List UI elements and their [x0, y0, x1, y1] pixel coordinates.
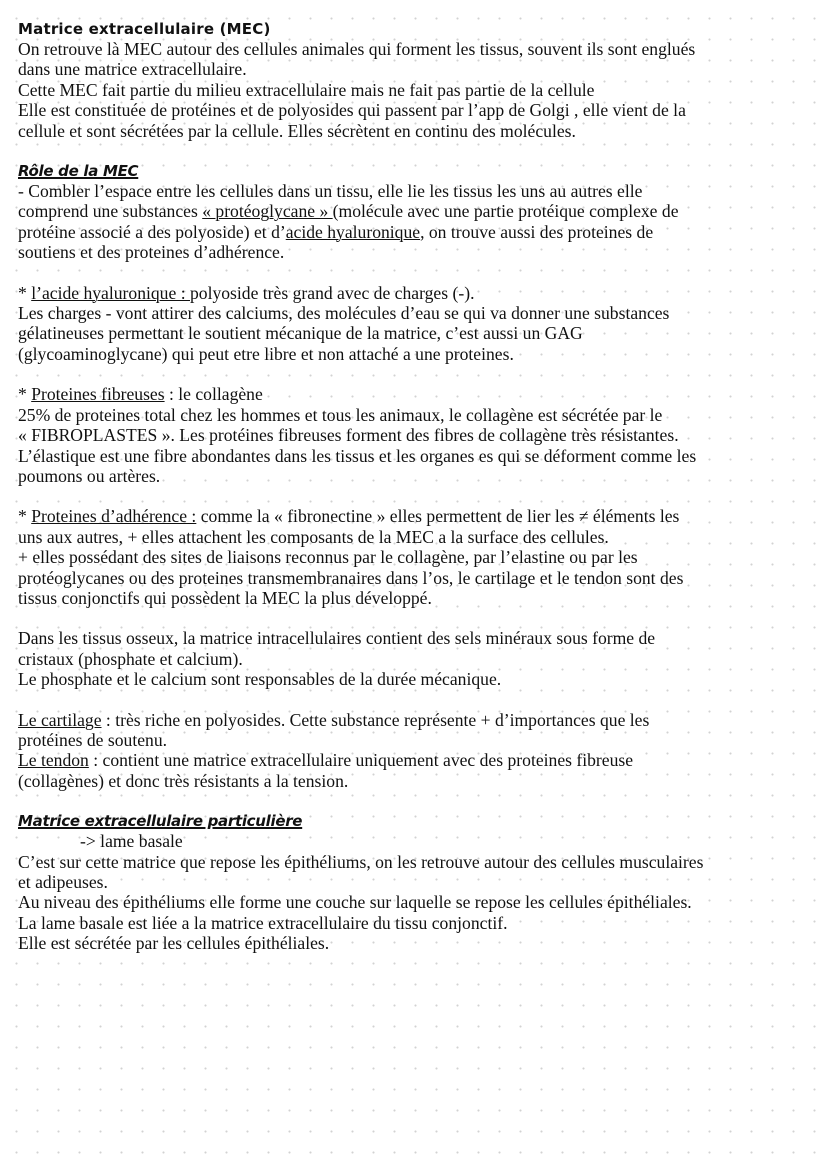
section3-paragraph: [18, 831, 810, 953]
text-line: soutiens et des proteines d’adhérence.: [18, 242, 285, 263]
term-acide-hyaluronique: acide hyaluronique: [285, 221, 421, 242]
text-line: Elle est sécrétée par les cellules épithéliales.: [18, 933, 330, 954]
text-line: uns aux autres, + elles attachent les composants de la MEC a la surface des cellules.: [18, 526, 609, 547]
text-line: + elles possédant des sites de liaisons reconnus par le collagène, par l’elastine ou par les: [18, 547, 638, 568]
text-line: Le phosphate et le calcium sont responsables de la durée mécanique.: [18, 669, 502, 690]
term-cartilage: Le cartilage: [18, 709, 102, 730]
text-line: et adipeuses.: [18, 872, 108, 892]
term-proteines-adherence: Proteines d’adhérence :: [31, 506, 197, 527]
role-paragraph-3: [18, 384, 810, 486]
text-line: La lame basale est liée a la matrice extracellulaire du tissu conjonctif.: [18, 912, 508, 933]
text-line: Cette MEC fait partie du milieu extracellulaire mais ne fait pas partie de la cellule: [18, 79, 595, 100]
text-line: Au niveau des épithéliums elle forme une couche sur laquelle se repose les cellules épithéliales.: [18, 892, 692, 913]
text-line: * Proteines fibreuses : le collagène: [18, 384, 263, 405]
text-line: Le tendon : contient une matrice extracellulaire uniquement avec des proteines fibreuse: [18, 750, 634, 771]
text-line: cellule et sont sécrétées par la cellule. Elles sécrètent en continu des molécules.: [18, 120, 576, 141]
term-proteoglycane: « protéoglycane »: [202, 201, 333, 222]
text-line: protéine associé a des polyoside) et d’acide hyaluronique, on trouve aussi des proteines de: [18, 221, 654, 242]
text-line: * l’acide hyaluronique : polyoside très grand avec de charges (-).: [18, 282, 475, 303]
text-line: poumons ou artères.: [18, 465, 161, 486]
term-tendon: Le tendon: [18, 750, 89, 771]
section1-paragraph: [18, 39, 810, 141]
role-paragraph-5: [18, 628, 810, 689]
arrow-line: -> lame basale: [80, 831, 183, 852]
text-line: - Combler l’espace entre les cellules dans un tissu, elle lie les tissus les uns au autres elle: [18, 181, 643, 202]
text-line: (glycoaminoglycane) qui peut etre libre et non attaché a une proteines.: [18, 343, 514, 364]
text-line: * Proteines d’adhérence : comme la « fibronectine » elles permettent de lier les ≠ éléments les: [18, 506, 680, 527]
text-line: cristaux (phosphate et calcium).: [18, 648, 243, 669]
text-line: dans une matrice extracellulaire.: [18, 59, 247, 80]
text-line: L’élastique est une fibre abondantes dans les tissus et les organes es qui se déforment comme les: [18, 445, 697, 466]
text-line: Elle est constituée de protéines et de polyosides qui passent par l’app de Golgi , elle vient de la: [18, 100, 686, 121]
text-line: C’est sur cette matrice que repose les épithéliums, on les retrouve autour des cellules musculaires: [18, 851, 704, 872]
section-title-mec: Matrice extracellulaire (MEC): [18, 20, 271, 38]
text-line: comprend une substances « protéoglycane » (molécule avec une partie protéique complexe de: [18, 201, 679, 222]
term-proteines-fibreuses: Proteines fibreuses: [31, 384, 165, 405]
text-line: protéines de soutenu.: [18, 729, 168, 750]
text-line: tissus conjonctifs qui possèdent la MEC la plus développé.: [18, 587, 432, 608]
text-line: « FIBROPLASTES ». Les protéines fibreuses forment des fibres de collagène très résistantes.: [18, 425, 679, 446]
term-acide-hyaluronique: l’acide hyaluronique :: [31, 282, 190, 303]
role-paragraph-4: [18, 506, 810, 608]
text-line: protéoglycanes ou des proteines transmembranaires dans l’os, le cartilage et le tendon sont des: [18, 567, 684, 588]
text-line: (collagènes) et donc très résistants a la tension.: [18, 770, 349, 791]
role-paragraph-1: [18, 181, 810, 263]
text-line: 25% de proteines total chez les hommes et tous les animaux, le collagène est sécrétée par le: [18, 404, 663, 425]
section-title-particuliere: Matrice extracellulaire particulière: [18, 812, 303, 831]
text-line: Dans les tissus osseux, la matrice intracellulaires contient des sels minéraux sous forme de: [18, 628, 656, 649]
role-paragraph-2: [18, 283, 810, 365]
section-title-role: Rôle de la MEC: [18, 162, 139, 181]
text-line: Les charges - vont attirer des calciums, des molécules d’eau se qui va donner une substances: [18, 303, 670, 324]
text-line: On retrouve là MEC autour des cellules animales qui forment les tissus, souvent ils sont englués: [18, 39, 696, 59]
text-line: gélatineuses permettant le soutient mécanique de la matrice, c’est aussi un GAG: [18, 323, 583, 344]
role-paragraph-6: [18, 710, 810, 792]
text-line: Le cartilage : très riche en polyosides. Cette substance représente + d’importances que les: [18, 709, 650, 730]
